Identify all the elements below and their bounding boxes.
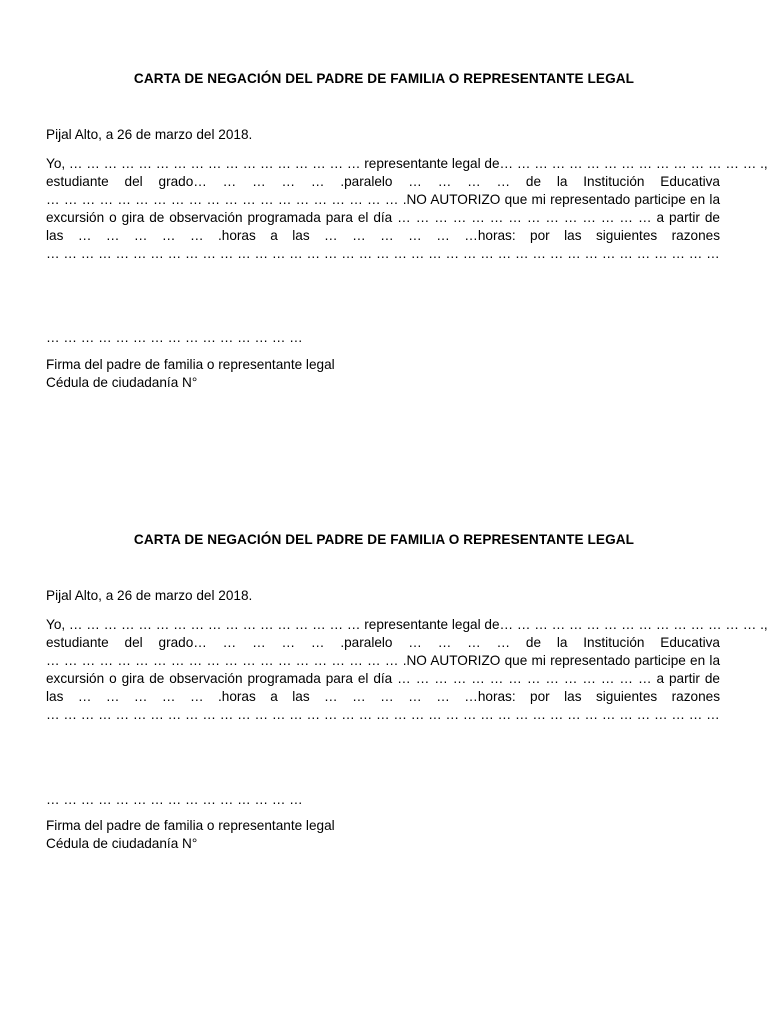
letter-date: Pijal Alto, a 26 de marzo del 2018. <box>46 588 253 603</box>
body-line: … … … … … … … … … … … … … … … … … … … … … … … … … … … … … … … … … … … … … … … <box>46 246 720 261</box>
body-line: … … … … … … … … … … … … … … … … … … … … … … … … … … … … … … … … … … … … … … … <box>46 707 720 722</box>
body-line: Yo, … … … … … … … … … … … … … … … … … representante legal de… … … … … … … … … … … … … … … ., <box>46 617 768 632</box>
signature-label: Firma del padre de familia o representante legal <box>46 818 335 833</box>
id-number-label: Cédula de ciudadanía N° <box>46 375 198 390</box>
signature-line: … … … … … … … … … … … … … … … <box>46 792 303 807</box>
signature-label: Firma del padre de familia o representante legal <box>46 357 335 372</box>
body-line: Yo, … … … … … … … … … … … … … … … … … representante legal de… … … … … … … … … … … … … … … ., <box>46 156 768 171</box>
body-line: las … … … … … .horas a las … … … … … …horas: por las siguientes razones <box>46 228 720 243</box>
body-line: … … … … … … … … … … … … … … … … … … … … .NO AUTORIZO que mi representado participe en la <box>46 192 720 207</box>
body-line: excursión o gira de observación programada para el día … … … … … … … … … … … … … … a partir de <box>46 210 720 225</box>
body-line: estudiante del grado… … … … … .paralelo … … … … de la Institución Educativa <box>46 635 720 650</box>
id-number-label: Cédula de ciudadanía N° <box>46 836 198 851</box>
body-line: excursión o gira de observación programada para el día … … … … … … … … … … … … … … a partir de <box>46 671 720 686</box>
body-line: las … … … … … .horas a las … … … … … …horas: por las siguientes razones <box>46 689 720 704</box>
body-line: … … … … … … … … … … … … … … … … … … … … .NO AUTORIZO que mi representado participe en la <box>46 653 720 668</box>
letter-date: Pijal Alto, a 26 de marzo del 2018. <box>46 127 253 142</box>
signature-line: … … … … … … … … … … … … … … … <box>46 330 303 345</box>
letter-title: CARTA DE NEGACIÓN DEL PADRE DE FAMILIA O REPRESENTANTE LEGAL <box>133 71 635 86</box>
body-line: estudiante del grado… … … … … .paralelo … … … … de la Institución Educativa <box>46 174 720 189</box>
letter-title: CARTA DE NEGACIÓN DEL PADRE DE FAMILIA O REPRESENTANTE LEGAL <box>133 532 635 547</box>
